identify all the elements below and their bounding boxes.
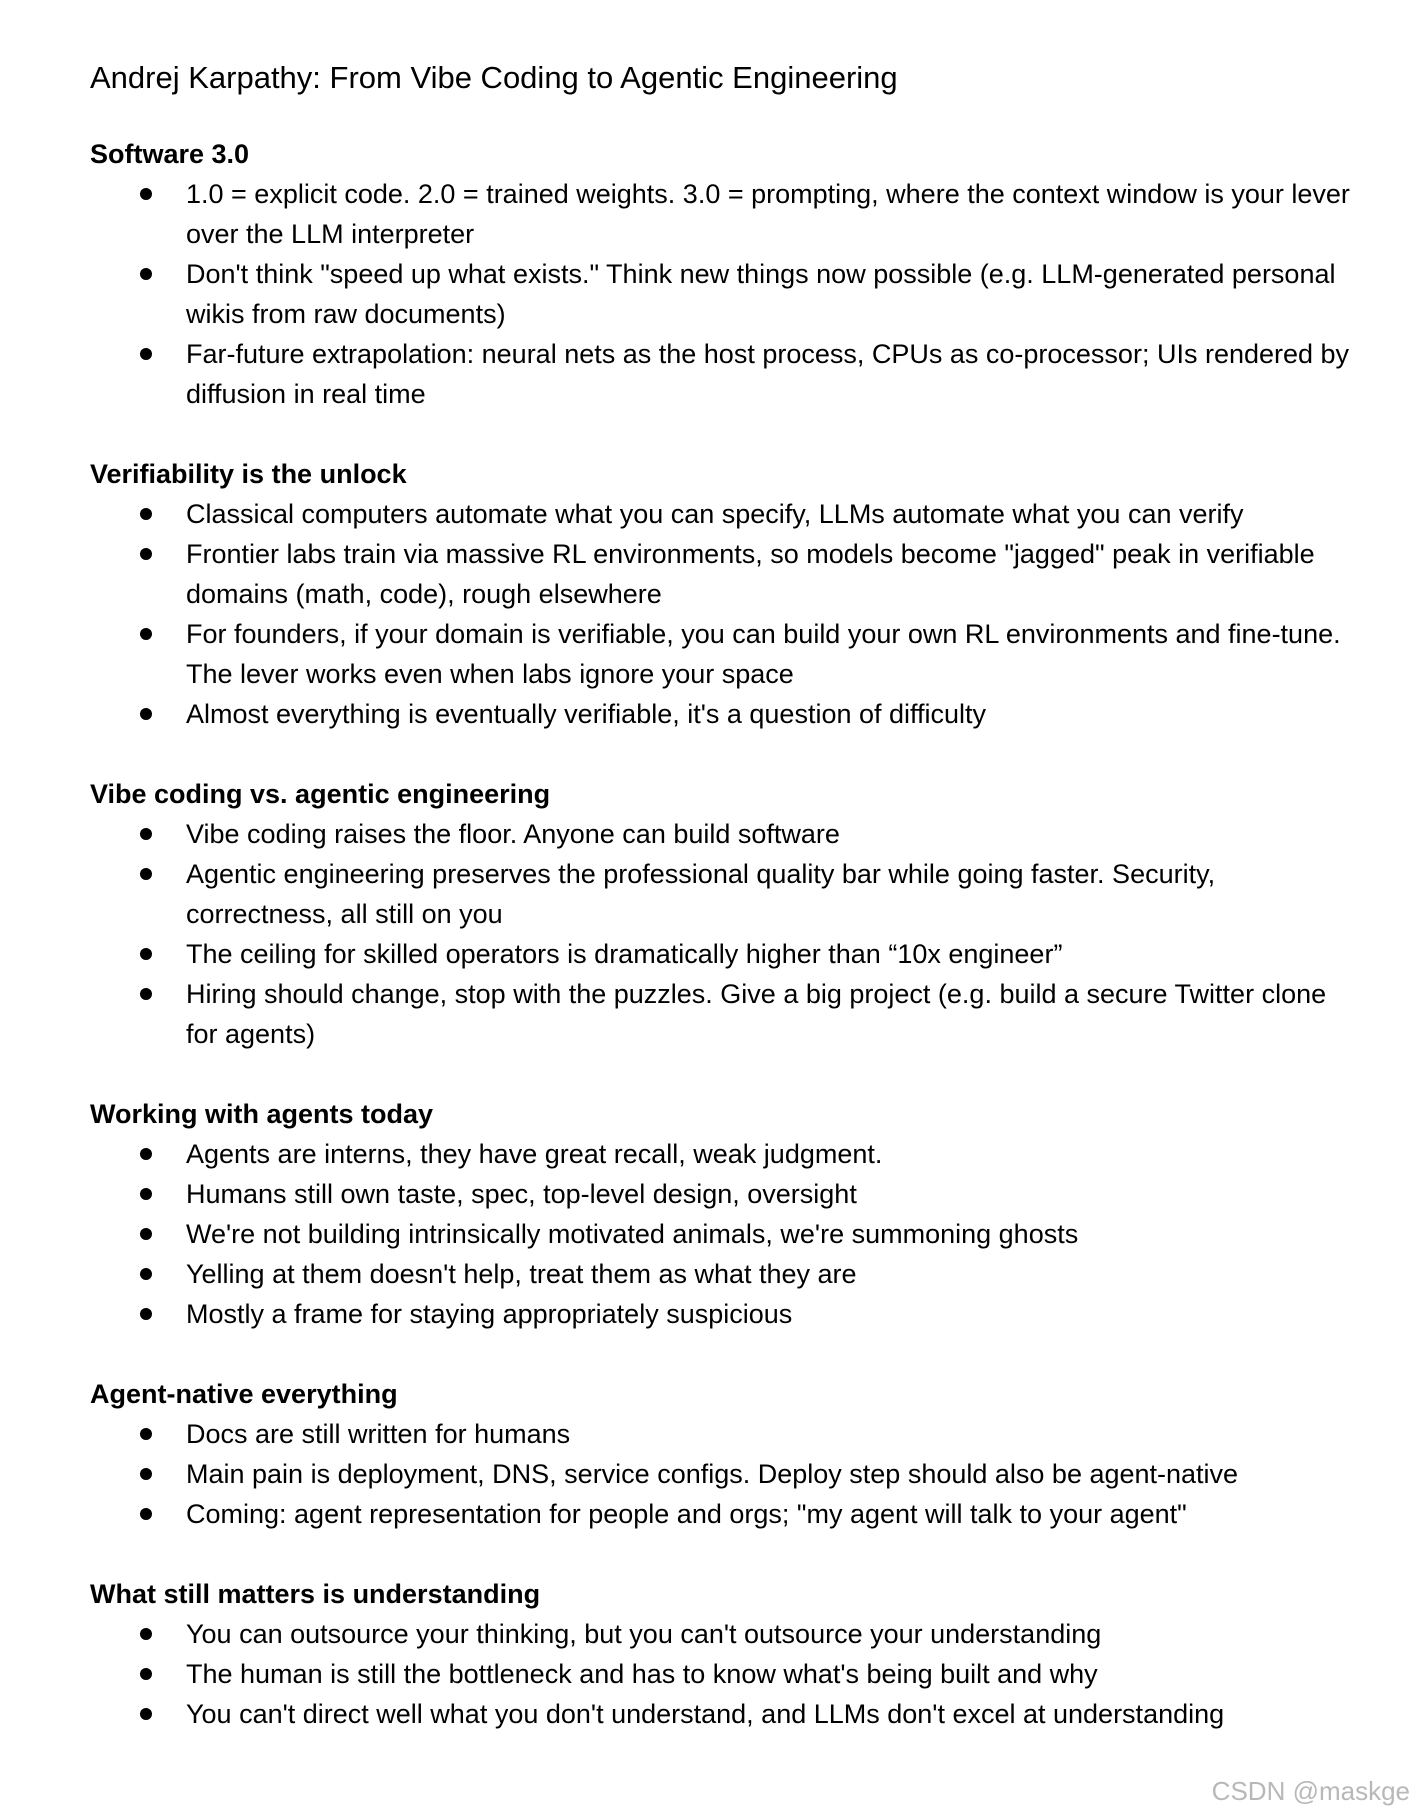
bullet-icon bbox=[140, 348, 152, 360]
list-item bbox=[90, 1454, 1350, 1494]
list-item bbox=[90, 174, 1350, 254]
list-item bbox=[90, 1134, 1350, 1174]
section-heading: Working with agents today bbox=[90, 1099, 434, 1129]
list-item-text: Coming: agent representation for people and orgs; "my agent will talk to your agent" bbox=[186, 1499, 1187, 1529]
bullet-icon bbox=[140, 708, 152, 720]
watermark: CSDN @maskge bbox=[1211, 1776, 1410, 1806]
list-item-text: We're not building intrinsically motivated animals, we're summoning ghosts bbox=[186, 1219, 1079, 1249]
list-item bbox=[90, 694, 1350, 734]
bullet-icon bbox=[140, 628, 152, 640]
list-item-text: Mostly a frame for staying appropriately suspicious bbox=[186, 1299, 793, 1329]
bullet-icon bbox=[140, 948, 152, 960]
bullet-icon bbox=[140, 1308, 152, 1320]
section-agent-native bbox=[90, 1374, 1350, 1534]
list-item bbox=[90, 934, 1350, 974]
list-item bbox=[90, 1214, 1350, 1254]
list-item bbox=[90, 334, 1350, 414]
list-item-text: Agents are interns, they have great recall, weak judgment. bbox=[186, 1139, 883, 1169]
bullet-icon bbox=[140, 868, 152, 880]
bullet-icon bbox=[140, 508, 152, 520]
list-item-text: Frontier labs train via massive RL environments, so models become "jagged" peak in verifiable domains (math, code), rough elsewhere bbox=[186, 539, 1315, 609]
bullet-list bbox=[90, 1614, 1350, 1734]
bullet-list bbox=[90, 494, 1350, 734]
list-item bbox=[90, 534, 1350, 614]
list-item bbox=[90, 1694, 1350, 1734]
list-item-text: Hiring should change, stop with the puzzles. Give a big project (e.g. build a secure Twitter clone for agents) bbox=[186, 979, 1327, 1049]
list-item-text: Yelling at them doesn't help, treat them as what they are bbox=[186, 1259, 857, 1289]
list-item-text: The human is still the bottleneck and has to know what's being built and why bbox=[186, 1659, 1098, 1689]
bullet-icon bbox=[140, 548, 152, 560]
section-heading: What still matters is understanding bbox=[90, 1579, 541, 1609]
bullet-icon bbox=[140, 188, 152, 200]
section-heading: Agent-native everything bbox=[90, 1379, 398, 1409]
list-item-text: Almost everything is eventually verifiable, it's a question of difficulty bbox=[186, 699, 987, 729]
list-item-text: Don't think "speed up what exists." Think new things now possible (e.g. LLM-generated personal wikis from raw documents) bbox=[186, 259, 1336, 329]
bullet-icon bbox=[140, 268, 152, 280]
section-heading: Verifiability is the unlock bbox=[90, 459, 407, 489]
section-vibe-coding bbox=[90, 774, 1350, 1054]
list-item-text: You can't direct well what you don't understand, and LLMs don't excel at understanding bbox=[186, 1699, 1225, 1729]
list-item-text: Humans still own taste, spec, top-level design, oversight bbox=[186, 1179, 857, 1209]
document-title: Andrej Karpathy: From Vibe Coding to Agentic Engineering bbox=[90, 60, 898, 95]
list-item-text: The ceiling for skilled operators is dramatically higher than “10x engineer” bbox=[186, 939, 1063, 969]
list-item-text: For founders, if your domain is verifiable, you can build your own RL environments and fine-tune. The lever works even when labs ignore your space bbox=[186, 619, 1341, 689]
bullet-icon bbox=[140, 988, 152, 1000]
bullet-list bbox=[90, 174, 1350, 414]
bullet-icon bbox=[140, 1148, 152, 1160]
bullet-icon bbox=[140, 1268, 152, 1280]
list-item bbox=[90, 1414, 1350, 1454]
list-item bbox=[90, 974, 1350, 1054]
bullet-icon bbox=[140, 1188, 152, 1200]
bullet-list bbox=[90, 1134, 1350, 1334]
bullet-icon bbox=[140, 1708, 152, 1720]
section-verifiability bbox=[90, 454, 1350, 734]
list-item-text: You can outsource your thinking, but you can't outsource your understanding bbox=[186, 1619, 1102, 1649]
list-item-text: Docs are still written for humans bbox=[186, 1419, 571, 1449]
section-heading: Vibe coding vs. agentic engineering bbox=[90, 779, 551, 809]
bullet-icon bbox=[140, 828, 152, 840]
section-software-3 bbox=[90, 134, 1350, 414]
list-item-text: 1.0 = explicit code. 2.0 = trained weights. 3.0 = prompting, where the context window is your lever over the LLM interpreter bbox=[186, 179, 1350, 249]
list-item bbox=[90, 1654, 1350, 1694]
bullet-list bbox=[90, 814, 1350, 1054]
bullet-icon bbox=[140, 1668, 152, 1680]
list-item bbox=[90, 1294, 1350, 1334]
list-item bbox=[90, 854, 1350, 934]
list-item bbox=[90, 1494, 1350, 1534]
list-item-text: Vibe coding raises the floor. Anyone can build software bbox=[186, 819, 840, 849]
section-working-with-agents bbox=[90, 1094, 1350, 1334]
bullet-list bbox=[90, 1414, 1350, 1534]
list-item-text: Agentic engineering preserves the professional quality bar while going faster. Security, correctness, all still on you bbox=[186, 859, 1216, 929]
bullet-icon bbox=[140, 1428, 152, 1440]
list-item-text: Classical computers automate what you can specify, LLMs automate what you can verify bbox=[186, 499, 1244, 529]
list-item bbox=[90, 254, 1350, 334]
section-heading: Software 3.0 bbox=[90, 139, 250, 169]
document-page bbox=[90, 58, 1350, 1774]
bullet-icon bbox=[140, 1228, 152, 1240]
bullet-icon bbox=[140, 1628, 152, 1640]
list-item-text: Main pain is deployment, DNS, service configs. Deploy step should also be agent-native bbox=[186, 1459, 1239, 1489]
list-item bbox=[90, 494, 1350, 534]
list-item bbox=[90, 1254, 1350, 1294]
section-understanding bbox=[90, 1574, 1350, 1734]
list-item bbox=[90, 1174, 1350, 1214]
list-item bbox=[90, 614, 1350, 694]
list-item bbox=[90, 1614, 1350, 1654]
bullet-icon bbox=[140, 1508, 152, 1520]
list-item bbox=[90, 814, 1350, 854]
bullet-icon bbox=[140, 1468, 152, 1480]
list-item-text: Far-future extrapolation: neural nets as the host process, CPUs as co-processor; UIs rendered by diffusion in real time bbox=[186, 339, 1350, 409]
